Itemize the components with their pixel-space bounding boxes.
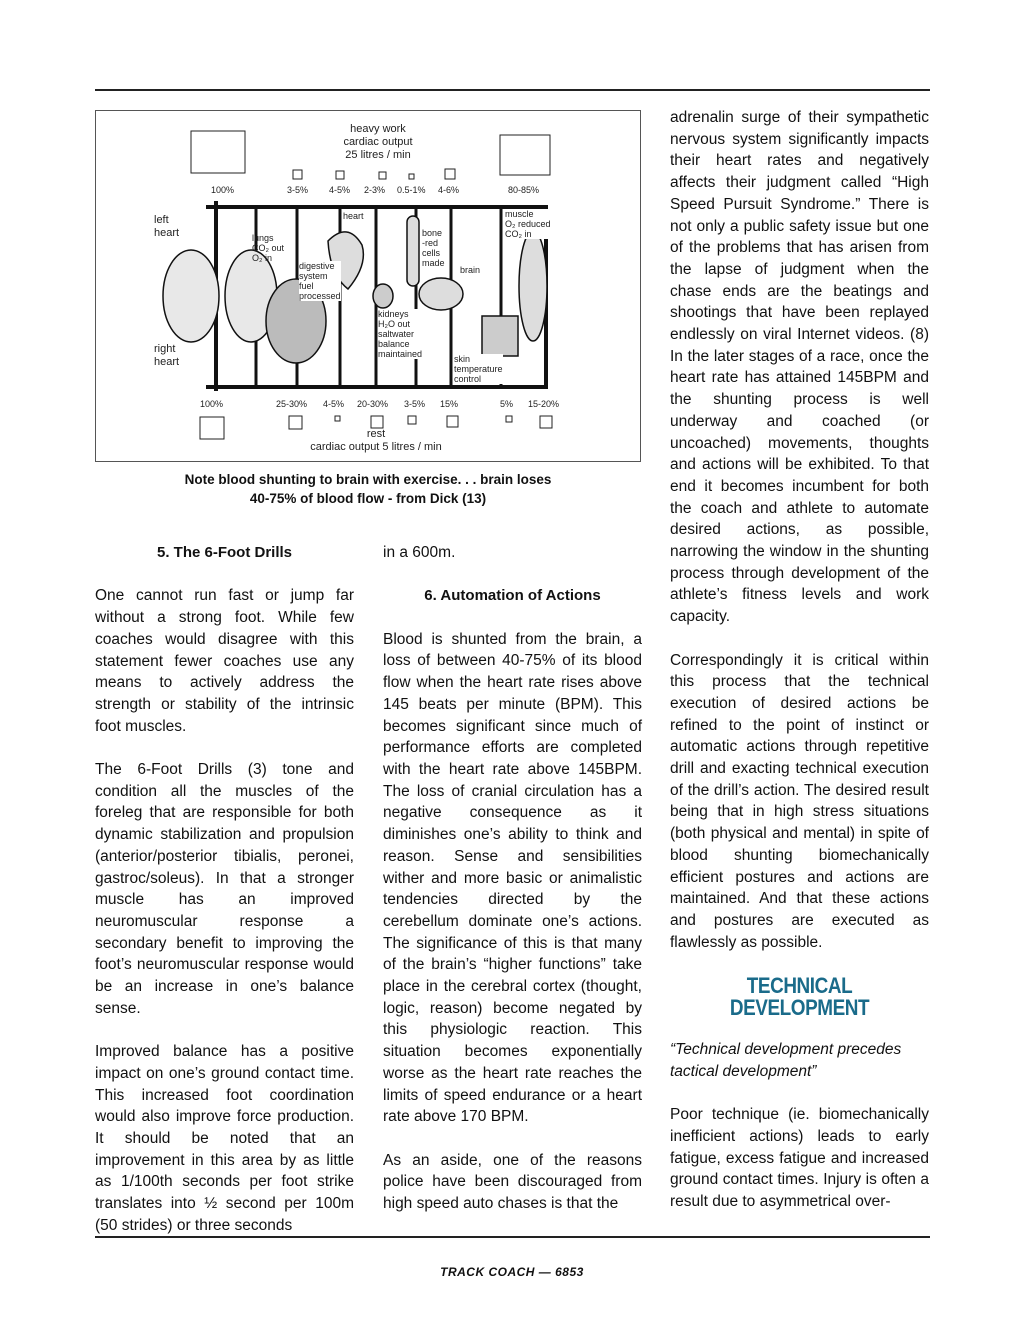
bottom-percent-digestive: 25-30% xyxy=(276,399,308,409)
digestive-label xyxy=(299,261,341,301)
top-percent-kidneys: 2-3% xyxy=(364,185,386,195)
figure-caption xyxy=(95,470,641,508)
bone-line3: cells xyxy=(422,248,441,258)
muscle-label xyxy=(505,209,551,239)
bottom-percent-heart: 4-5% xyxy=(323,399,345,409)
rest-label xyxy=(276,428,476,454)
rest-line: rest xyxy=(366,428,386,440)
top-percent-muscle: 80-85% xyxy=(508,185,540,195)
section-title-technical-development xyxy=(688,975,911,1019)
column-3 xyxy=(670,107,929,1234)
digestive-line2: system xyxy=(299,271,328,281)
heart-label: heart xyxy=(343,211,364,221)
caption-line1: Note blood shunting to brain with exercise. . . brain loses xyxy=(184,472,552,487)
bottom-percent-bone: 3-5% xyxy=(404,399,426,409)
bottom-percent-kidneys: 20-30% xyxy=(357,399,389,409)
bone-line1: bone xyxy=(422,228,443,238)
heavy-work-cardiac-line: cardiac output xyxy=(343,136,413,148)
brain-label: brain xyxy=(460,265,481,275)
right-heart-line2: heart xyxy=(154,356,180,368)
paragraph: Poor technique (ie. biomechanically inefficient actions) leads to early fatigue, excess fatigue and increased ground contact times. Injury is often a result due to asymmetrical over- xyxy=(670,1106,929,1210)
top-percent-digestive: 3-5% xyxy=(287,185,309,195)
skin-label xyxy=(454,354,503,384)
skin-line1: skin xyxy=(454,354,471,364)
circulation-diagram xyxy=(96,111,642,463)
column-2 xyxy=(383,542,642,1236)
heading-automation-of-actions: 6. Automation of Actions xyxy=(424,587,601,605)
lungs-line3: O₂ in xyxy=(252,253,272,263)
kidneys-line4: balance xyxy=(378,339,410,349)
right-heart-line1: right xyxy=(154,343,176,355)
bone-label xyxy=(422,228,445,268)
paragraph: The 6-Foot Drills (3) tone and condition all the muscles of the foreleg that are responsible for both dynamic stabilization and propulsion (anterior/posterior tibialis, peronei, gastroc/soleus). In that a stronger muscle has an improved neuromuscular response a secondary benefit to improving the foot’s neuromuscular response would be an increase in one’s balance sense. xyxy=(95,761,354,1017)
kidneys-line3: saltwater xyxy=(378,329,415,339)
top-percent-heart: 4-5% xyxy=(329,185,351,195)
kidneys-line2: H₂O out xyxy=(378,319,411,329)
bottom-rule xyxy=(95,1236,930,1238)
lungs-line1: lungs xyxy=(252,233,274,243)
right-heart-label xyxy=(154,343,179,369)
left-heart-label xyxy=(154,214,179,240)
muscle-line1: muscle xyxy=(505,209,534,219)
paragraph: Blood is shunted from the brain, a loss of between 40-75% of its blood flow when the heart rate rises above 145 beats per minute (BPM). This becomes significant since much of performance efforts are completed with the heart rate above 145BPM. The loss of cranial circulation has a negative consequence as it diminishes one’s ability to think and reason. Sense and sensibilities wither and more basic or animalistic tendencies directed by the cerebellum dominate one’s actions. The significance of this is that many of the brain’s “higher functions” take place in the cerebral cortex (thought, logic, reason) become negated by this physiologic reaction. This situation becomes exponentially worse as the heart rate reaches the limits of speed endurance or a heart rate above 170 BPM. xyxy=(383,630,642,1126)
page-footer: TRACK COACH — 6853 xyxy=(440,1265,584,1279)
bottom-percent-skin: 5% xyxy=(500,399,514,409)
bottom-percent-muscle: 15-20% xyxy=(528,399,560,409)
bottom-percent-lungs: 100% xyxy=(200,399,224,409)
paragraph-continuation: in a 600m. xyxy=(383,544,456,561)
lungs-label xyxy=(252,233,284,263)
bone-line4: made xyxy=(422,258,445,268)
paragraph: Improved balance has a positive impact on one’s ground contact time. This increased foot coordination would also improve force production. It should be noted that an improvement in this area by as little as 1/100th seconds per foot strike translates into ½ second per 100m (50 strides) or three seconds xyxy=(95,1043,354,1234)
lungs-line2: CO₂ out xyxy=(252,243,285,253)
bone-line2: -red xyxy=(422,238,439,248)
digestive-line4: processed xyxy=(299,291,341,301)
pull-quote: “Technical development precedes tactical development” xyxy=(670,1041,902,1080)
muscle-line2: O₂ reduced xyxy=(505,219,551,229)
bottom-percent-brain: 15% xyxy=(440,399,459,409)
rest-output-line: cardiac output 5 litres / min xyxy=(310,441,442,453)
caption-line2: 40-75% of blood flow - from Dick (13) xyxy=(249,491,487,506)
blood-shunting-figure xyxy=(95,110,641,462)
digestive-line1: digestive xyxy=(299,261,335,271)
kidneys-line1: kidneys xyxy=(378,309,409,319)
paragraph: Correspondingly it is critical within this process that the technical execution of desired actions be refined to the point of instinct or automatic actions through repetitive drill and exacting technical execution of the drill’s action. The desired result being that in high stress situations (both physical and mental) in spite of blood shunting biomechanically efficient postures and actions are maintained. And that these actions and postures are executed as flawlessly as possible. xyxy=(670,651,929,951)
muscle-line3: CO₂ in xyxy=(505,229,532,239)
left-heart-line1: left xyxy=(154,214,169,226)
heavy-work-output-line: 25 litres / min xyxy=(345,149,411,161)
kidneys-line5: maintained xyxy=(378,349,423,359)
digestive-line3: fuel xyxy=(299,281,314,291)
top-rule xyxy=(95,89,930,91)
left-heart-line2: heart xyxy=(154,227,180,239)
column-1 xyxy=(95,542,354,1258)
top-percent-lungs: 100% xyxy=(211,185,235,195)
heading-6-foot-drills: 5. The 6-Foot Drills xyxy=(156,544,292,561)
heavy-work-line: heavy work xyxy=(350,123,406,135)
skin-line2: temperature xyxy=(454,364,503,374)
top-percent-brain: 4-6% xyxy=(438,185,460,195)
paragraph: One cannot run fast or jump far without a strong foot. While few coaches would disagree with this statement fewer coaches use any means to actively address the strength or stability of the intrinsic foot muscles. xyxy=(95,587,354,735)
paragraph: As an aside, one of the reasons police have been discouraged from high speed auto chases is that the xyxy=(383,1151,642,1213)
kidneys-label xyxy=(378,309,422,359)
paragraph: adrenalin surge of their sympathetic nervous system significantly impacts their heart rates and negatively affects their judgment called “High Speed Pursuit Syndrome.” There is not only a public safety issue but one of the problems that has arisen from the lapse of judgment when the chase ends are the beatings and shootings that have been replayed endlessly on viral Internet videos. (8) In the later stages of a race, once the heart rate has attained 145BPM and the shunting process is well underway and coached (or uncoached) movements, thoughts and actions will be exhibited. To that end it becomes incumbent for both the coach and athlete to automate desired actions, as possible, narrowing the window in the shunting process through development of the athlete’s fitness levels and work capacity. xyxy=(670,109,929,626)
heavy-work-label xyxy=(328,123,428,162)
top-percent-bone: 0.5-1% xyxy=(397,185,426,195)
skin-line3: control xyxy=(454,374,482,384)
section-title-line2: DEVELOPMENT xyxy=(729,995,870,1021)
section-title-line1: TECHNICAL xyxy=(746,973,853,999)
